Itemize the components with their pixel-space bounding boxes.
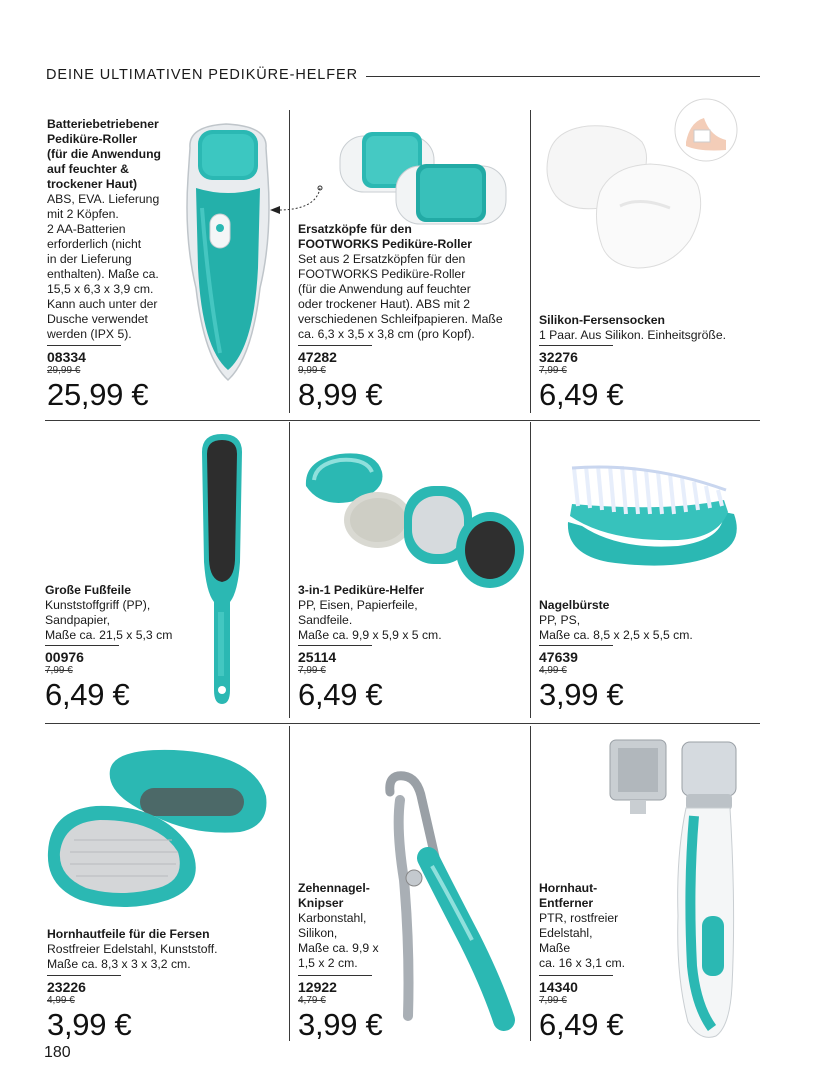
price-block (298, 975, 382, 1042)
price-block (539, 345, 623, 412)
product-description (47, 117, 177, 342)
pointer-arrow-icon (266, 184, 324, 216)
product-description (47, 927, 285, 972)
replacement-roller-heads-image (334, 122, 510, 227)
product-name: Große Fußfeile (45, 583, 131, 597)
product-details: ABS, EVA. Lieferung mit 2 Köpfen. 2 AA-Batterien erforderlich (nicht in der Lieferung enthalten). Maße ca. 15,5 x 6,3 x 3,9 cm. Kann auch unter der Dusche verwendet werden (IPX 5). (47, 192, 160, 341)
electric-pedicure-roller-image (168, 118, 286, 384)
article-number: 12922 (298, 979, 337, 995)
product-name: 3-in-1 Pediküre-Helfer (298, 583, 424, 597)
heel-callus-file-image (44, 740, 272, 914)
page-title: DEINE ULTIMATIVEN PEDIKÜRE-HELFER (46, 67, 358, 83)
old-price: 9,99 € (298, 365, 326, 376)
header-rule (366, 76, 760, 77)
code-rule (539, 975, 613, 976)
grid-divider (289, 110, 290, 413)
product-details: 1 Paar. Aus Silikon. Einheitsgröße. (539, 328, 726, 342)
current-price: 6,49 € (298, 677, 383, 712)
code-rule (298, 345, 372, 346)
code-rule (298, 975, 372, 976)
product-name: Hornhaut- Entferner (539, 881, 598, 910)
article-number: 32276 (539, 349, 578, 365)
grid-divider (289, 726, 290, 1041)
product-description (298, 881, 398, 971)
article-number: 47639 (539, 649, 578, 665)
old-price: 4,99 € (47, 995, 75, 1006)
old-price: 7,99 € (539, 365, 567, 376)
old-price: 4,79 € (298, 995, 326, 1006)
grid-divider (530, 110, 531, 413)
current-price: 6,49 € (539, 1007, 624, 1042)
grid-divider (530, 422, 531, 718)
grid-divider (289, 422, 290, 718)
product-name: Ersatzköpfe für den FOOTWORKS Pediküre-Roller (298, 222, 473, 251)
product-details: PP, PS, Maße ca. 8,5 x 2,5 x 5,5 cm. (539, 613, 693, 642)
pedicure-helper-set-image (300, 446, 528, 592)
product-description (539, 881, 639, 971)
product-details: Kunststoffgriff (PP), Sandpapier, Maße ca. 21,5 x 5,3 cm (45, 598, 173, 642)
code-rule (298, 645, 372, 646)
nail-brush-image (548, 456, 748, 572)
code-rule (539, 345, 613, 346)
current-price: 3,99 € (539, 677, 624, 712)
code-rule (47, 345, 121, 346)
product-name: Batteriebetriebener Pediküre-Roller (für die Anwendung auf feuchter & trockener Haut) (47, 117, 161, 191)
current-price: 25,99 € (47, 377, 149, 412)
product-details: PP, Eisen, Papierfeile, Sandfeile. Maße ca. 9,9 x 5,9 x 5 cm. (298, 598, 442, 642)
price-block (539, 975, 623, 1042)
current-price: 3,99 € (47, 1007, 132, 1042)
article-number: 23226 (47, 979, 86, 995)
article-number: 14340 (539, 979, 578, 995)
price-block (298, 645, 382, 712)
product-description (539, 598, 761, 643)
price-block (45, 645, 129, 712)
product-details: PTR, rostfreier Edelstahl, Maße ca. 16 x 3,1 cm. (539, 911, 626, 970)
code-rule (45, 645, 119, 646)
old-price: 4,99 € (539, 665, 567, 676)
page-header (46, 64, 760, 86)
product-description (298, 222, 526, 342)
product-name: Nagelbürste (539, 598, 610, 612)
article-number: 00976 (45, 649, 84, 665)
product-name: Zehennagel- Knipser (298, 881, 370, 910)
product-name: Hornhautfeile für die Fersen (47, 927, 210, 941)
old-price: 29,99 € (47, 365, 81, 376)
current-price: 6,49 € (45, 677, 130, 712)
code-rule (539, 645, 613, 646)
old-price: 7,99 € (539, 995, 567, 1006)
product-name: Silikon-Fersensocken (539, 313, 665, 327)
foot-file-image (190, 432, 254, 708)
current-price: 8,99 € (298, 377, 383, 412)
product-details: Set aus 2 Ersatzköpfen für den FOOTWORKS Pediküre-Roller (für die Anwendung auf feuchter oder trockener Haut). ABS mit 2 verschiedenen Schleifpapieren. Maße ca. 6,3 x 3,5 x 3,8 cm (pro Kopf). (298, 252, 503, 341)
article-number: 08334 (47, 349, 86, 365)
price-block (47, 975, 131, 1042)
old-price: 7,99 € (45, 665, 73, 676)
grid-divider (45, 420, 760, 421)
toenail-clipper-image (384, 770, 524, 1036)
silicone-heel-socks-image (540, 96, 740, 296)
price-block (47, 345, 148, 412)
article-number: 47282 (298, 349, 337, 365)
article-number: 25114 (298, 649, 337, 665)
price-block (298, 345, 382, 412)
product-description (298, 583, 524, 643)
current-price: 3,99 € (298, 1007, 383, 1042)
product-details: Rostfreier Edelstahl, Kunststoff. Maße ca. 8,3 x 3 x 3,2 cm. (47, 942, 218, 971)
price-block (539, 645, 623, 712)
grid-divider (530, 726, 531, 1041)
product-description (45, 583, 195, 643)
current-price: 6,49 € (539, 377, 624, 412)
old-price: 7,99 € (298, 665, 326, 676)
product-details: Karbonstahl, Silikon, Maße ca. 9,9 x 1,5 x 2 cm. (298, 911, 379, 970)
product-description (539, 313, 761, 343)
code-rule (47, 975, 121, 976)
page-number: 180 (44, 1044, 71, 1061)
grid-divider (45, 723, 760, 724)
